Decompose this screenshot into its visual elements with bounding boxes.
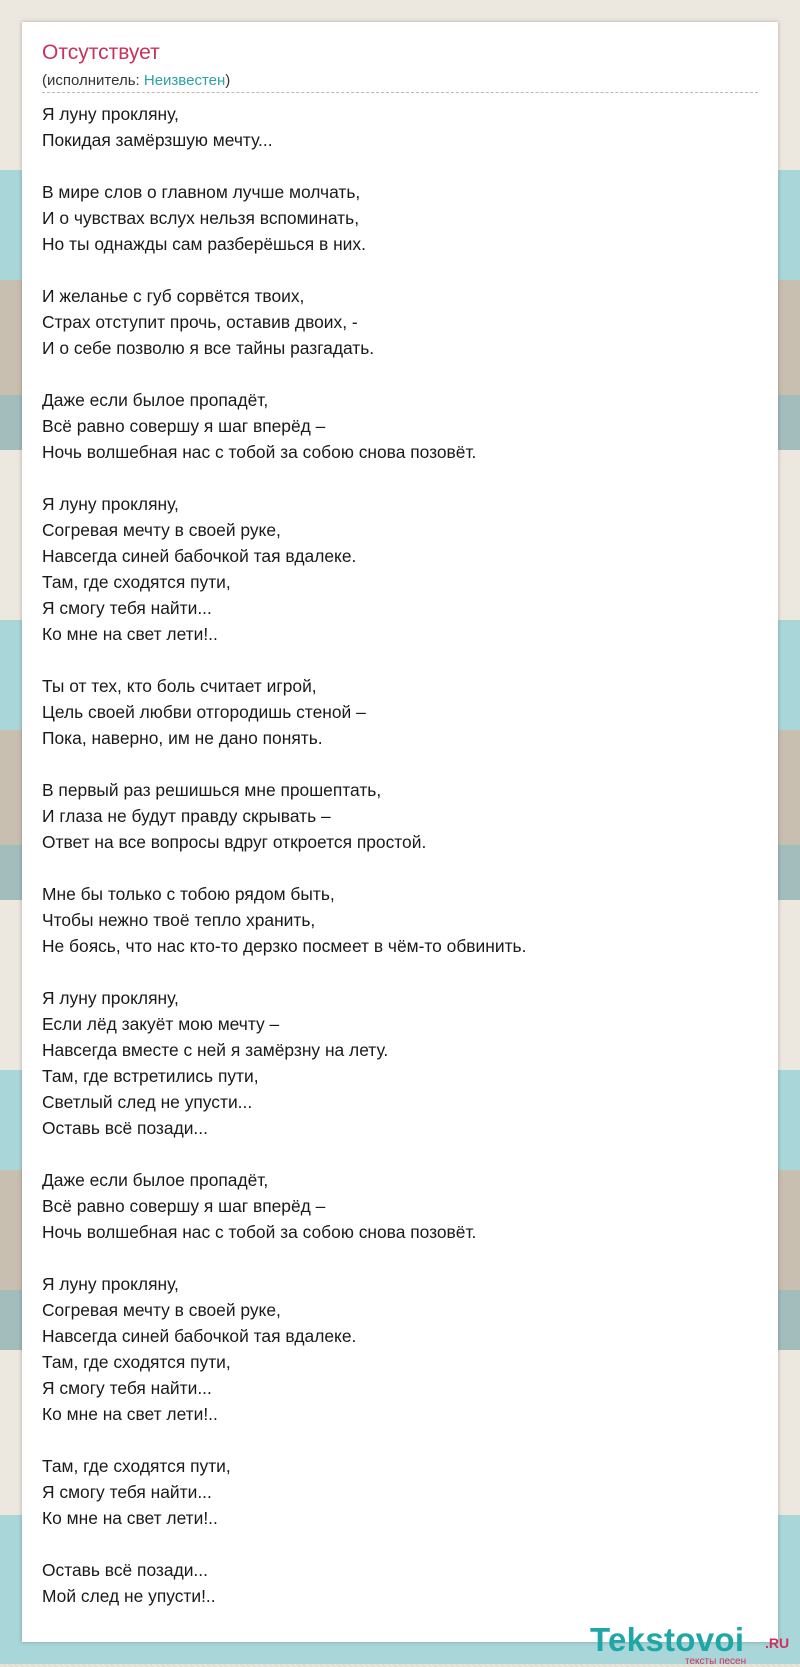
stanza-break — [42, 647, 752, 673]
artist-prefix: (исполнитель: — [42, 72, 144, 89]
artist-suffix: ) — [225, 72, 231, 89]
lyric-line: Ночь волшебная нас с тобой за собою снова позовёт. — [42, 1222, 477, 1242]
stanza-break — [42, 1531, 752, 1557]
lyric-line: Я смогу тебя найти... — [42, 1482, 212, 1502]
logo-domain-suffix: .RU — [765, 1635, 790, 1651]
lyric-line: В мире слов о главном лучше молчать, — [42, 182, 361, 202]
lyric-line: Там, где встретились пути, — [42, 1066, 259, 1086]
lyric-line: И желанье с губ сорвётся твоих, — [42, 286, 305, 306]
stanza-break — [42, 751, 752, 777]
lyric-line: Всё равно совершу я шаг вперёд – — [42, 1196, 326, 1216]
lyric-line: Я смогу тебя найти... — [42, 1378, 212, 1398]
lyric-line: Ты от тех, кто боль считает игрой, — [42, 676, 317, 696]
lyric-line: Ко мне на свет лети!.. — [42, 1404, 218, 1424]
lyrics-card — [22, 22, 790, 1667]
lyric-line: И глаза не будут правду скрывать – — [42, 806, 331, 826]
stanza-break — [42, 1141, 752, 1167]
lyric-line: Я луну прокляну, — [42, 988, 179, 1008]
artist-link[interactable]: Неизвестен — [143, 72, 226, 89]
lyric-line: Всё равно совершу я шаг вперёд – — [42, 416, 326, 436]
lyric-line: Чтобы нежно твоё тепло хранить, — [42, 910, 316, 930]
lyric-line: Я луну прокляну, — [42, 494, 179, 514]
lyrics-body — [42, 101, 752, 1609]
lyric-line: Но ты однажды сам разберёшься в них. — [42, 234, 366, 254]
title-divider — [42, 92, 758, 93]
stanza-break — [42, 257, 752, 283]
stanza-break — [42, 1427, 752, 1453]
lyric-line: Оставь всё позади... — [42, 1560, 208, 1580]
lyric-line: Там, где сходятся пути, — [42, 572, 231, 592]
stanza-break — [42, 361, 752, 387]
stanza-break — [42, 153, 752, 179]
lyric-line: Страх отступит прочь, оставив двоих, - — [42, 312, 358, 332]
stanza-break — [42, 855, 752, 881]
lyric-line: Не боясь, что нас кто-то дерзко посмеет в чём-то обвинить. — [42, 936, 527, 956]
artist-line — [42, 72, 230, 89]
lyric-line: Согревая мечту в своей руке, — [42, 520, 281, 540]
lyric-line: Я луну прокляну, — [42, 104, 179, 124]
site-logo[interactable] — [590, 1621, 790, 1667]
lyric-line: Ко мне на свет лети!.. — [42, 1508, 218, 1528]
lyric-line: Цель своей любви отгородишь стеной – — [42, 702, 366, 722]
lyric-line: Я смогу тебя найти... — [42, 598, 212, 618]
lyric-line: Даже если былое пропадёт, — [42, 1170, 269, 1190]
song-title: Отсутствует — [42, 41, 160, 64]
lyric-line: Там, где сходятся пути, — [42, 1352, 231, 1372]
stanza-break — [42, 959, 752, 985]
lyric-line: Навсегда синей бабочкой тая вдалеке. — [42, 1326, 357, 1346]
lyric-line: Светлый след не упусти... — [42, 1092, 253, 1112]
lyric-line: Даже если былое пропадёт, — [42, 390, 269, 410]
lyric-line: Покидая замёрзшую мечту... — [42, 130, 273, 150]
lyric-line: И о себе позволю я все тайны разгадать. — [42, 338, 375, 358]
lyric-line: Я луну прокляну, — [42, 1274, 179, 1294]
lyric-line: Ко мне на свет лети!.. — [42, 624, 218, 644]
logo-wordmark: Tekstovoi — [590, 1621, 745, 1658]
stanza-break — [42, 1245, 752, 1271]
lyric-line: Согревая мечту в своей руке, — [42, 1300, 281, 1320]
lyric-line: Навсегда вместе с ней я замёрзну на лету. — [42, 1040, 389, 1060]
lyric-line: Мой след не упусти!.. — [42, 1586, 216, 1606]
lyric-line: Если лёд закуёт мою мечту – — [42, 1014, 280, 1034]
lyric-line: Ночь волшебная нас с тобой за собою снова позовёт. — [42, 442, 477, 462]
lyric-line: Оставь всё позади... — [42, 1118, 208, 1138]
lyric-line: Мне бы только с тобою рядом быть, — [42, 884, 335, 904]
lyric-line: Навсегда синей бабочкой тая вдалеке. — [42, 546, 357, 566]
lyric-line: В первый раз решишься мне прошептать, — [42, 780, 382, 800]
stanza-break — [42, 465, 752, 491]
lyric-line: Ответ на все вопросы вдруг откроется простой. — [42, 832, 427, 852]
lyric-line: И о чувствах вслух нельзя вспоминать, — [42, 208, 360, 228]
logo-tagline: тексты песен — [685, 1656, 747, 1667]
lyric-line: Там, где сходятся пути, — [42, 1456, 231, 1476]
lyric-line: Пока, наверно, им не дано понять. — [42, 728, 323, 748]
